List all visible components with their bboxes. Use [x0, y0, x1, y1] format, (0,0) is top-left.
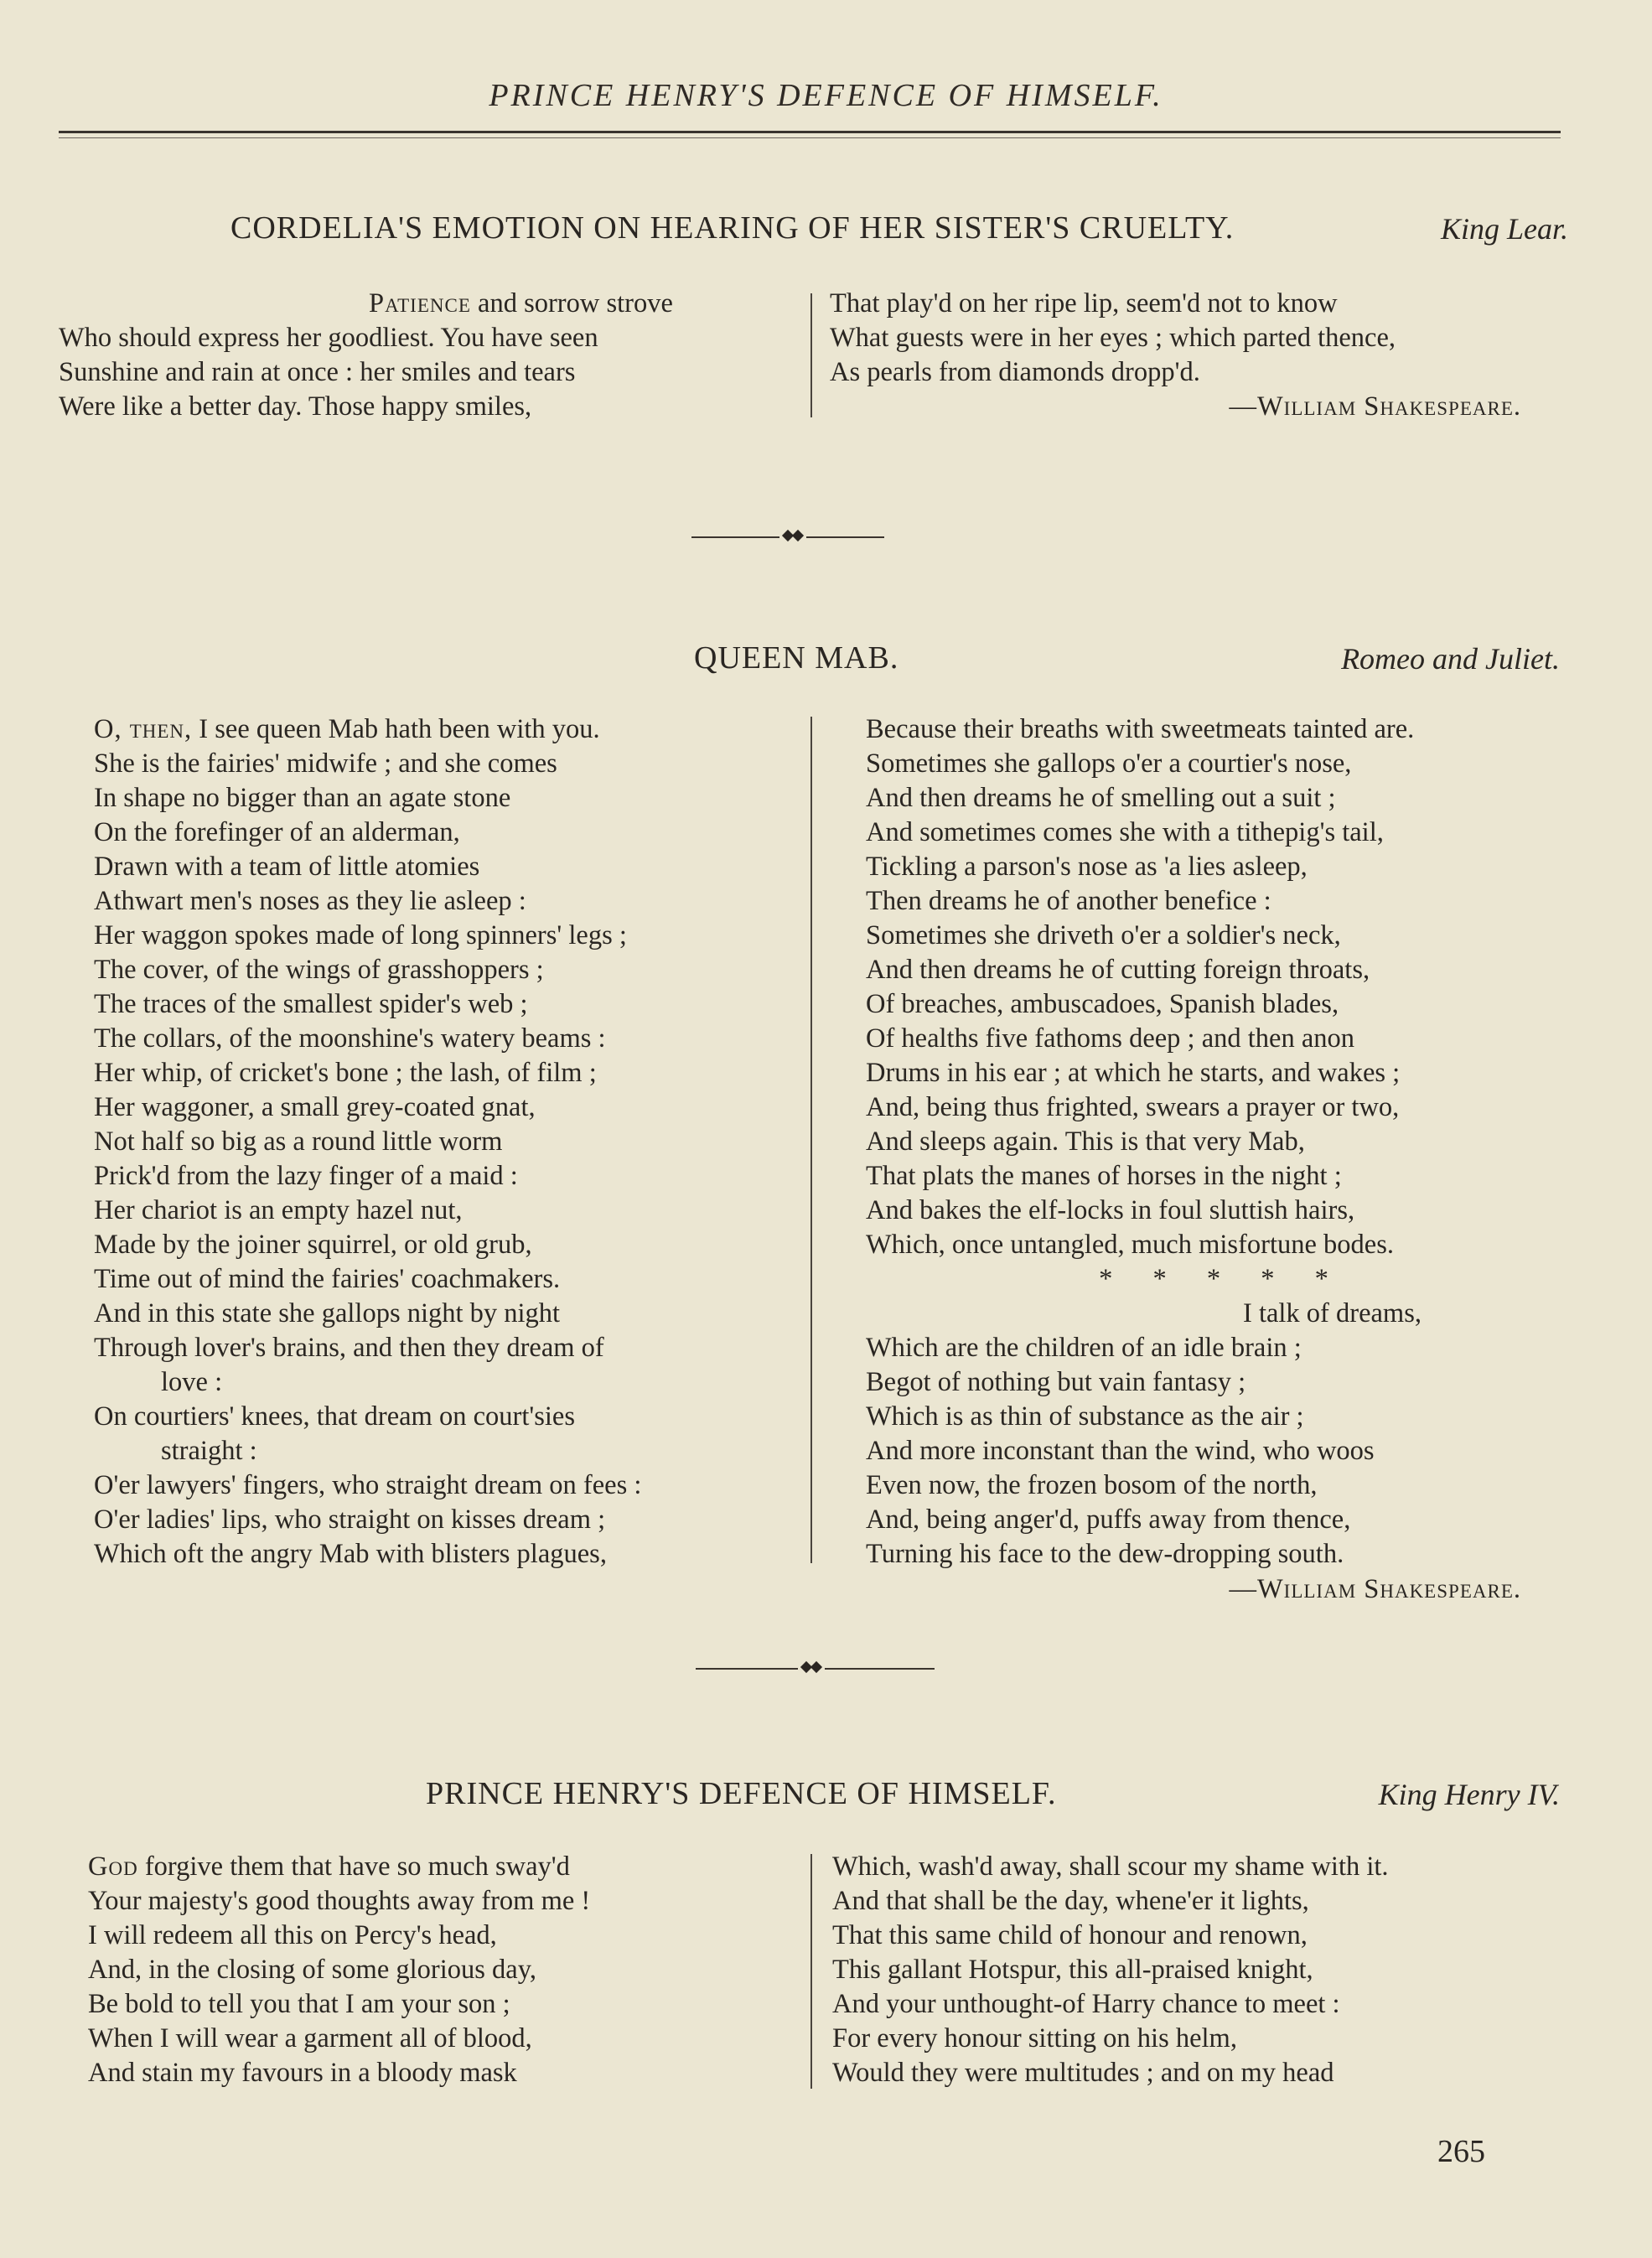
verse-line — [94, 850, 798, 884]
verse-text: As pearls from diamonds dropp'd. — [830, 357, 1200, 387]
verse-text: Begot of nothing but vain fantasy ; — [866, 1367, 1246, 1397]
verse-text: And stain my favours in a bloody mask — [88, 2058, 517, 2088]
verse-text: Which, wash'd away, shall scour my shame with it. — [832, 1851, 1389, 1882]
verse-text: Athwart men's noses as they lie asleep : — [94, 886, 526, 916]
verse-line — [59, 321, 779, 355]
verse-line — [94, 987, 798, 1022]
verse-text: Even now, the frozen bosom of the north, — [866, 1470, 1318, 1500]
verse-line — [832, 2056, 1561, 2090]
verse-line — [866, 1228, 1561, 1262]
verse-text: I talk of dreams, — [1243, 1298, 1422, 1328]
verse-text: Your majesty's good thoughts away from me ! — [88, 1886, 591, 1916]
verse-text: And then dreams he of cutting foreign throats, — [866, 955, 1370, 985]
verse-text: When I will wear a garment all of blood, — [88, 2023, 532, 2053]
verse-line — [88, 1884, 800, 1919]
verse-line — [94, 919, 798, 953]
verse-line — [94, 953, 798, 987]
verse-text: Her waggon spokes made of long spinners' legs ; — [94, 920, 627, 950]
verse-line — [88, 1953, 800, 1987]
verse-text: Through lover's brains, and then they dream of — [94, 1333, 604, 1363]
verse-line — [832, 2022, 1561, 2056]
verse-text: Turning his face to the dew-dropping south. — [866, 1539, 1344, 1569]
verse-opening-small-caps: Patience — [369, 288, 471, 319]
verse-text: Her whip, of cricket's bone ; the lash, of film ; — [94, 1058, 597, 1088]
attribution-text: —William Shakespeare. — [1229, 1574, 1521, 1604]
verse-text: Drums in his ear ; at which he starts, and wakes ; — [866, 1058, 1401, 1088]
verse-line — [866, 953, 1561, 987]
verse-line — [94, 1434, 798, 1468]
verse-line — [832, 1953, 1561, 1987]
verse-line — [94, 1468, 798, 1503]
verse-line — [94, 1297, 798, 1331]
verse-line — [832, 1850, 1561, 1884]
verse-line — [94, 1537, 798, 1572]
verse-text: Time out of mind the fairies' coachmakers. — [94, 1264, 561, 1294]
verse-line — [866, 781, 1561, 816]
section-title-cordelia: CORDELIA'S EMOTION ON HEARING OF HER SISTER'S CRUELTY. — [230, 210, 1235, 246]
head-rule — [59, 131, 1561, 133]
verse-line — [94, 1262, 798, 1297]
poem-left-column-queen-mab — [94, 712, 798, 1572]
verse-text: Which are the children of an idle brain ; — [866, 1333, 1302, 1363]
running-head: PRINCE HENRY'S DEFENCE OF HIMSELF. — [489, 78, 1163, 113]
verse-line — [88, 1919, 800, 1953]
verse-text: O'er lawyers' fingers, who straight dream on fees : — [94, 1470, 642, 1500]
column-divider — [810, 293, 812, 417]
verse-line — [94, 781, 798, 816]
verse-text: The cover, of the wings of grasshoppers ; — [94, 955, 544, 985]
verse-text: I see queen Mab hath been with you. — [192, 714, 600, 744]
verse-opening-small-caps: O, then, — [94, 714, 193, 744]
verse-line — [866, 850, 1561, 884]
verse-text: Be bold to tell you that I am your son ; — [88, 1989, 510, 2019]
verse-text: Drawn with a team of little atomies — [94, 852, 480, 882]
verse-text: love : — [161, 1367, 223, 1397]
verse-line — [94, 1056, 798, 1090]
verse-line — [866, 919, 1561, 953]
verse-line — [866, 1468, 1561, 1503]
verse-line — [866, 1297, 1561, 1331]
verse-line — [866, 1194, 1561, 1228]
verse-text: In shape no bigger than an agate stone — [94, 783, 511, 813]
verse-text: Then dreams he of another benefice : — [866, 886, 1271, 916]
poem-left-column-prince-henry — [88, 1850, 800, 2090]
verse-line — [94, 816, 798, 850]
verse-line — [832, 1919, 1561, 1953]
verse-text: That plats the manes of horses in the night ; — [866, 1161, 1342, 1191]
verse-text: Would they were multitudes ; and on my head — [832, 2058, 1334, 2088]
verse-text: O'er ladies' lips, who straight on kisses dream ; — [94, 1504, 606, 1535]
poem-right-column-prince-henry — [832, 1850, 1561, 2090]
verse-text: Her chariot is an empty hazel nut, — [94, 1195, 463, 1225]
verse-text: She is the fairies' midwife ; and she comes — [94, 748, 557, 779]
page-number: 265 — [1437, 2134, 1485, 2169]
verse-text: And that shall be the day, whene'er it lights, — [832, 1886, 1309, 1916]
column-divider — [810, 1854, 812, 2089]
head-rule-thin — [59, 137, 1561, 138]
verse-line — [94, 1194, 798, 1228]
verse-text: Because their breaths with sweetmeats tainted are. — [866, 714, 1415, 744]
verse-line — [88, 1850, 800, 1884]
verse-line — [830, 287, 1559, 321]
verse-text: And in this state she gallops night by night — [94, 1298, 561, 1328]
verse-opening-small-caps: God — [88, 1851, 138, 1882]
poem-right-column-cordelia — [830, 287, 1559, 390]
verse-line — [866, 747, 1561, 781]
section-title-prince-henry: PRINCE HENRY'S DEFENCE OF HIMSELF. — [426, 1776, 1057, 1811]
verse-line — [866, 884, 1561, 919]
verse-text: Made by the joiner squirrel, or old grub, — [94, 1230, 532, 1260]
verse-line — [866, 1159, 1561, 1194]
verse-line — [59, 355, 779, 390]
verse-text: Which, once untangled, much misfortune bodes. — [866, 1230, 1394, 1260]
verse-line — [94, 1400, 798, 1434]
verse-line — [866, 1434, 1561, 1468]
verse-text: Of healths five fathoms deep ; and then anon — [866, 1023, 1355, 1054]
verse-text: Tickling a parson's nose as 'a lies asleep, — [866, 852, 1308, 882]
verse-text: Sometimes she gallops o'er a courtier's nose, — [866, 748, 1352, 779]
verse-line — [866, 1056, 1561, 1090]
verse-text: For every honour sitting on his helm, — [832, 2023, 1237, 2053]
verse-line — [94, 884, 798, 919]
column-divider — [810, 717, 812, 1563]
verse-text: Her waggoner, a small grey-coated gnat, — [94, 1092, 536, 1122]
verse-text: On courtiers' knees, that dream on court'sies — [94, 1401, 575, 1432]
section-break-stars — [866, 1262, 1561, 1297]
verse-line — [94, 1125, 798, 1159]
verse-line — [866, 816, 1561, 850]
verse-line — [866, 1125, 1561, 1159]
verse-text: Sunshine and rain at once : her smiles and tears — [59, 357, 576, 387]
verse-line — [866, 1090, 1561, 1125]
attribution-queen-mab — [866, 1572, 1521, 1607]
verse-text: straight : — [161, 1436, 257, 1466]
verse-text: The traces of the smallest spider's web ; — [94, 989, 528, 1019]
verse-line — [866, 987, 1561, 1022]
poem-right-column-queen-mab — [866, 712, 1561, 1572]
verse-line — [866, 1503, 1561, 1537]
verse-line — [866, 1365, 1561, 1400]
verse-text: That this same child of honour and renown, — [832, 1920, 1308, 1950]
verse-text: Which oft the angry Mab with blisters plagues, — [94, 1539, 607, 1569]
verse-text: And, being anger'd, puffs away from thence, — [866, 1504, 1351, 1535]
verse-text: And sleeps again. This is that very Mab, — [866, 1126, 1305, 1157]
verse-line — [94, 1159, 798, 1194]
verse-text: Not half so big as a round little worm — [94, 1126, 503, 1157]
verse-text: And bakes the elf-locks in foul sluttish hairs, — [866, 1195, 1355, 1225]
verse-text: And, being thus frighted, swears a prayer or two, — [866, 1092, 1400, 1122]
section-title-queen-mab: QUEEN MAB. — [694, 640, 899, 676]
verse-line — [94, 1503, 798, 1537]
section-source-prince-henry: King Henry IV. — [1378, 1778, 1560, 1811]
verse-text: And, in the closing of some glorious day, — [88, 1955, 536, 1985]
verse-line — [866, 1400, 1561, 1434]
verse-line — [88, 2056, 800, 2090]
verse-text: What guests were in her eyes ; which parted thence, — [830, 323, 1396, 353]
verse-text: I will redeem all this on Percy's head, — [88, 1920, 497, 1950]
section-source-cordelia: King Lear. — [1440, 212, 1568, 246]
verse-text: Were like a better day. Those happy smiles, — [59, 391, 532, 422]
verse-text: This gallant Hotspur, this all-praised knight, — [832, 1955, 1313, 1985]
verse-text: Of breaches, ambuscadoes, Spanish blades, — [866, 989, 1339, 1019]
verse-line — [866, 1537, 1561, 1572]
verse-line — [832, 1884, 1561, 1919]
verse-text: The collars, of the moonshine's watery beams : — [94, 1023, 606, 1054]
verse-line — [94, 1022, 798, 1056]
verse-line — [94, 1228, 798, 1262]
verse-line — [832, 1987, 1561, 2022]
verse-line — [94, 747, 798, 781]
verse-line — [88, 2022, 800, 2056]
verse-line — [59, 287, 779, 321]
verse-line — [830, 321, 1559, 355]
verse-text: That play'd on her ripe lip, seem'd not to know — [830, 288, 1338, 319]
poem-left-column-cordelia — [59, 287, 779, 424]
verse-text: On the forefinger of an alderman, — [94, 817, 460, 847]
verse-line — [830, 355, 1559, 390]
verse-text: And your unthought-of Harry chance to meet : — [832, 1989, 1340, 2019]
verse-text: forgive them that have so much sway'd — [137, 1851, 570, 1882]
attribution-cordelia — [830, 390, 1521, 424]
verse-line — [866, 712, 1561, 747]
verse-text: Prick'd from the lazy finger of a maid : — [94, 1161, 518, 1191]
verse-line — [59, 390, 779, 424]
verse-text: And sometimes comes she with a tithepig's tail, — [866, 817, 1384, 847]
verse-line — [866, 1331, 1561, 1365]
verse-line — [94, 1365, 798, 1400]
verse-line — [94, 712, 798, 747]
verse-text: * * * * * — [1099, 1264, 1328, 1294]
verse-text: and sorrow strove — [470, 288, 673, 319]
verse-line — [94, 1090, 798, 1125]
attribution-text: —William Shakespeare. — [1229, 391, 1521, 422]
verse-text: Which is as thin of substance as the air ; — [866, 1401, 1304, 1432]
verse-text: Sometimes she driveth o'er a soldier's neck, — [866, 920, 1341, 950]
verse-line — [88, 1987, 800, 2022]
verse-text: Who should express her goodliest. You have seen — [59, 323, 598, 353]
verse-text: And more inconstant than the wind, who woos — [866, 1436, 1375, 1466]
verse-line — [94, 1331, 798, 1365]
verse-line — [866, 1022, 1561, 1056]
section-source-queen-mab: Romeo and Juliet. — [1341, 642, 1560, 676]
verse-text: And then dreams he of smelling out a suit ; — [866, 783, 1336, 813]
